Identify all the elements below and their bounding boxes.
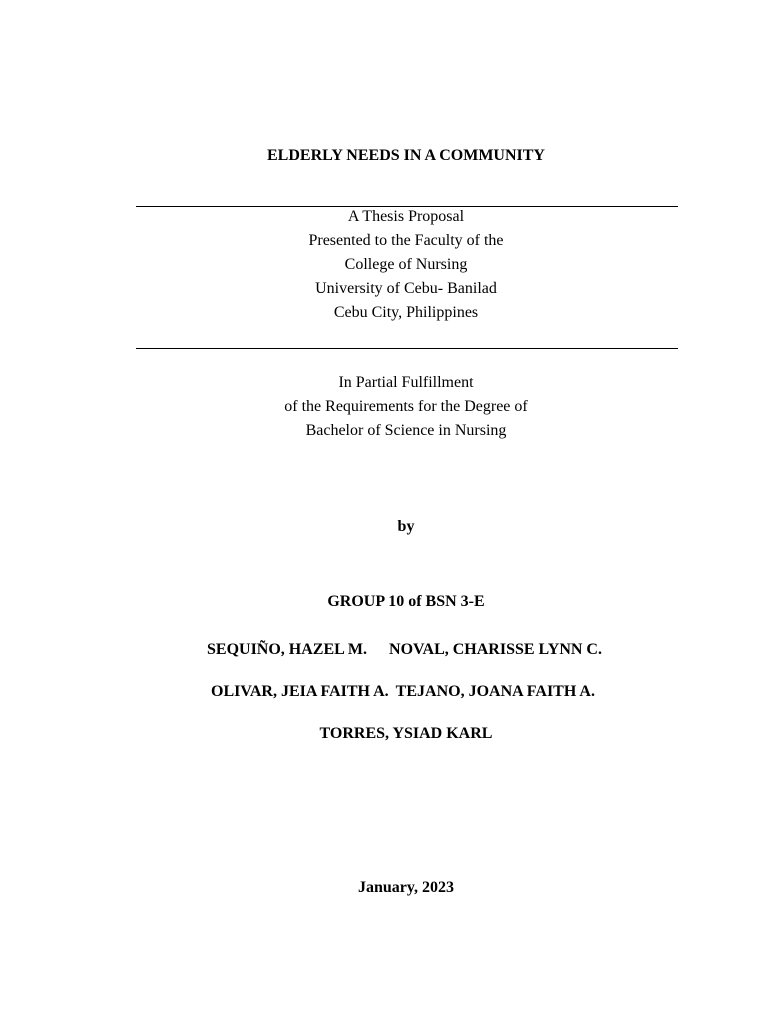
- author-name: TEJANO, JOANA FAITH A.: [395, 683, 595, 700]
- proposal-line: University of Cebu- Banilad: [315, 280, 497, 297]
- proposal-line: A Thesis Proposal: [347, 208, 465, 225]
- author-name: NOVAL, CHARISSE LYNN C.: [389, 641, 602, 658]
- author-name: TORRES, YSIAD KARL: [319, 725, 493, 742]
- fulfillment-line: In Partial Fulfillment: [338, 374, 474, 391]
- thesis-title: ELDERLY NEEDS IN A COMMUNITY: [267, 147, 545, 164]
- proposal-line: Cebu City, Philippines: [333, 304, 479, 321]
- proposal-line: Presented to the Faculty of the: [308, 232, 504, 249]
- proposal-block: [0, 205, 768, 325]
- author-row: [207, 638, 602, 662]
- submission-date: January, 2023: [357, 879, 454, 896]
- fulfillment-line: of the Requirements for the Degree of: [284, 398, 528, 415]
- author-row: [211, 680, 595, 704]
- by-label: by: [397, 518, 415, 535]
- author-row: [0, 722, 768, 746]
- author-name: OLIVAR, JEIA FAITH A.: [211, 683, 389, 700]
- proposal-line: College of Nursing: [344, 256, 468, 273]
- fulfillment-block: [0, 371, 768, 443]
- fulfillment-line: Bachelor of Science in Nursing: [305, 422, 507, 439]
- bottom-divider: [136, 348, 678, 349]
- group-name: GROUP 10 of BSN 3-E: [327, 593, 485, 610]
- author-name: SEQUIÑO, HAZEL M.: [207, 641, 368, 658]
